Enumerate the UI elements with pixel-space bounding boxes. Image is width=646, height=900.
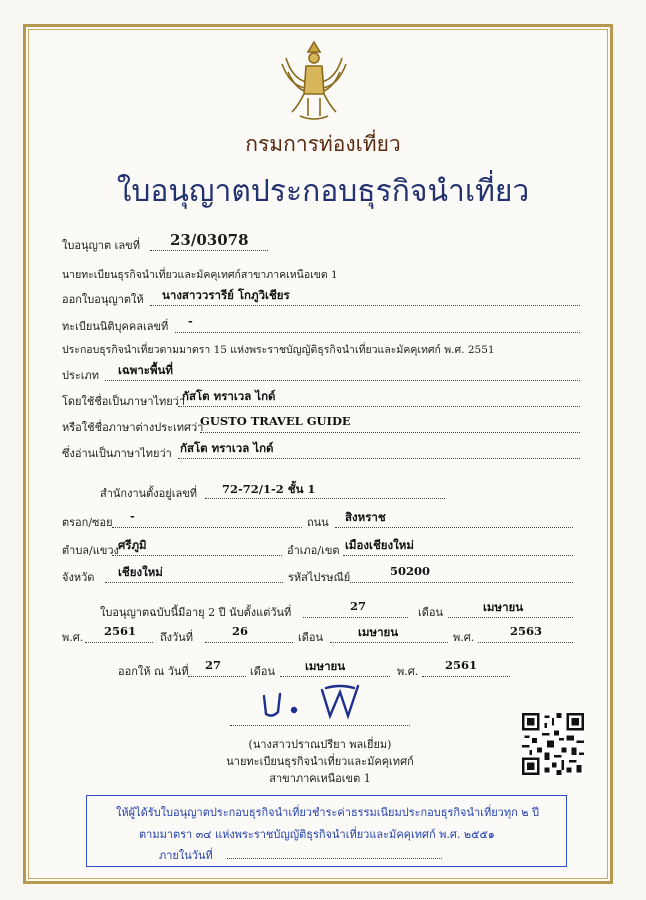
postcode-value: 50200 [390,564,431,578]
subdistrict-label: ตำบล/แขวง [62,544,119,557]
dotted-line [303,617,408,618]
read-as-label: ซึ่งอ่านเป็นภาษาไทยว่า [62,447,172,460]
alley-value: - [130,509,135,523]
dotted-line [280,676,390,677]
end-year-label: พ.ศ. [453,631,475,644]
dotted-line [200,432,580,433]
dotted-line [178,406,580,407]
district-label: อำเภอ/เขต [287,544,340,557]
issued-month-label: เดือน [250,665,276,678]
dotted-line [227,858,442,859]
signatory-position: นายทะเบียนธุรกิจนำเที่ยวและมัคคุเทศก์ [226,755,414,768]
road-label: ถนน [307,516,329,529]
dotted-line [175,332,580,333]
dotted-line [85,642,153,643]
qr-code-icon [522,713,584,775]
license-number: 23/03078 [170,231,249,249]
dotted-line [343,555,573,556]
license-number-row [62,236,140,254]
start-year: 2561 [104,624,137,638]
issued-year-label: พ.ศ. [397,665,419,678]
dotted-line [478,642,573,643]
end-month-label: เดือน [298,631,324,644]
signature-mark [260,682,370,722]
notice-line-2: ตามมาตรา ๓๔ แห่งพระราชบัญญัติธุรกิจนำเที่ยวและมัคคุเทศก์ พ.ศ. ๒๕๕๑ [139,828,495,841]
road-value: สิงหราช [345,510,386,524]
start-month-label: เดือน [418,606,444,619]
dotted-line [205,642,293,643]
dotted-line [422,676,510,677]
department-name: กรมการท่องเที่ยว [245,132,401,156]
dotted-line [105,380,580,381]
end-day: 26 [232,624,249,638]
dotted-line [112,555,282,556]
end-year: 2563 [510,624,543,638]
district-value: เมืองเชียงใหม่ [345,538,414,552]
dotted-line [150,305,580,306]
dotted-line [330,642,448,643]
dotted-line [150,250,268,251]
juristic-value: - [188,314,193,328]
registrar-line: นายทะเบียนธุรกิจนำเที่ยวและมัคคุเทศก์สาขาภาคเหนือเขต 1 [62,269,338,281]
postcode-label: รหัสไปรษณีย์ [288,571,351,584]
alley-label: ตรอก/ซอย [62,516,113,529]
signature-line [230,725,410,726]
issued-month: เมษายน [305,659,346,673]
foreign-name: GUSTO TRAVEL GUIDE [200,414,351,428]
dotted-line [448,617,573,618]
validity-label: ใบอนุญาตฉบับนี้มีอายุ 2 ปี นับตั้งแต่วันที่ [100,606,292,619]
issued-year: 2561 [445,658,478,672]
section-line: ประกอบธุรกิจนำเที่ยวตามมาตรา 15 แห่งพระราชบัญญัติธุรกิจนำเที่ยวและมัคคุเทศก์ พ.ศ. 2551 [62,344,495,356]
notice-line-3: ภายในวันที่ [159,849,213,862]
juristic-label: ทะเบียนนิติบุคคลเลขที่ [62,320,169,333]
dotted-line [178,458,580,459]
start-day: 27 [350,599,367,613]
dotted-line [350,582,573,583]
issued-date-label: ออกให้ ณ วันที่ [118,665,189,678]
fee-notice-box [86,795,567,867]
signatory-name: (นางสาวปราณปรียา พลเยี่ยม) [248,738,392,751]
office-address: 72-72/1-2 ชั้น 1 [222,482,316,496]
start-month: เมษายน [483,600,524,614]
dotted-line [188,676,246,677]
type-label: ประเภท [62,369,100,382]
signatory-branch: สาขาภาคเหนือเขต 1 [269,772,371,785]
start-year-label: พ.ศ. [62,631,84,644]
province-label: จังหวัด [62,571,95,584]
foreign-name-label: หรือใช้ชื่อภาษาต่างประเทศว่า [62,421,204,434]
license-number-label: ใบอนุญาต เลขที่ [62,239,140,252]
dotted-line [112,527,302,528]
thai-name: กัสโต ทราเวล ไกด์ [182,389,276,403]
licensee-name: นางสาววรารีย์ โกภูวิเชียร [162,288,290,302]
province-value: เชียงใหม่ [118,565,163,579]
issued-to-label: ออกใบอนุญาตให้ [62,293,144,306]
page-title: ใบอนุญาตประกอบธุรกิจนำเที่ยว [116,174,530,209]
garuda-emblem-icon [278,38,350,122]
until-label: ถึงวันที่ [160,631,193,644]
business-type: เฉพาะพื้นที่ [118,363,174,377]
thai-name-label: โดยใช้ชื่อเป็นภาษาไทยว่า [62,395,186,408]
dotted-line [335,527,573,528]
notice-line-1: ให้ผู้ได้รับใบอนุญาตประกอบธุรกิจนำเที่ยวชำระค่าธรรมเนียมประกอบธุรกิจนำเที่ยวทุก ๒ ปี [116,806,539,819]
office-label: สำนักงานตั้งอยู่เลขที่ [100,487,197,500]
dotted-line [105,582,283,583]
read-as-name: กัสโต ทราเวล ไกด์ [180,441,274,455]
subdistrict-value: ศรีภูมิ [118,538,147,552]
end-month: เมษายน [358,625,399,639]
issued-day: 27 [205,658,222,672]
